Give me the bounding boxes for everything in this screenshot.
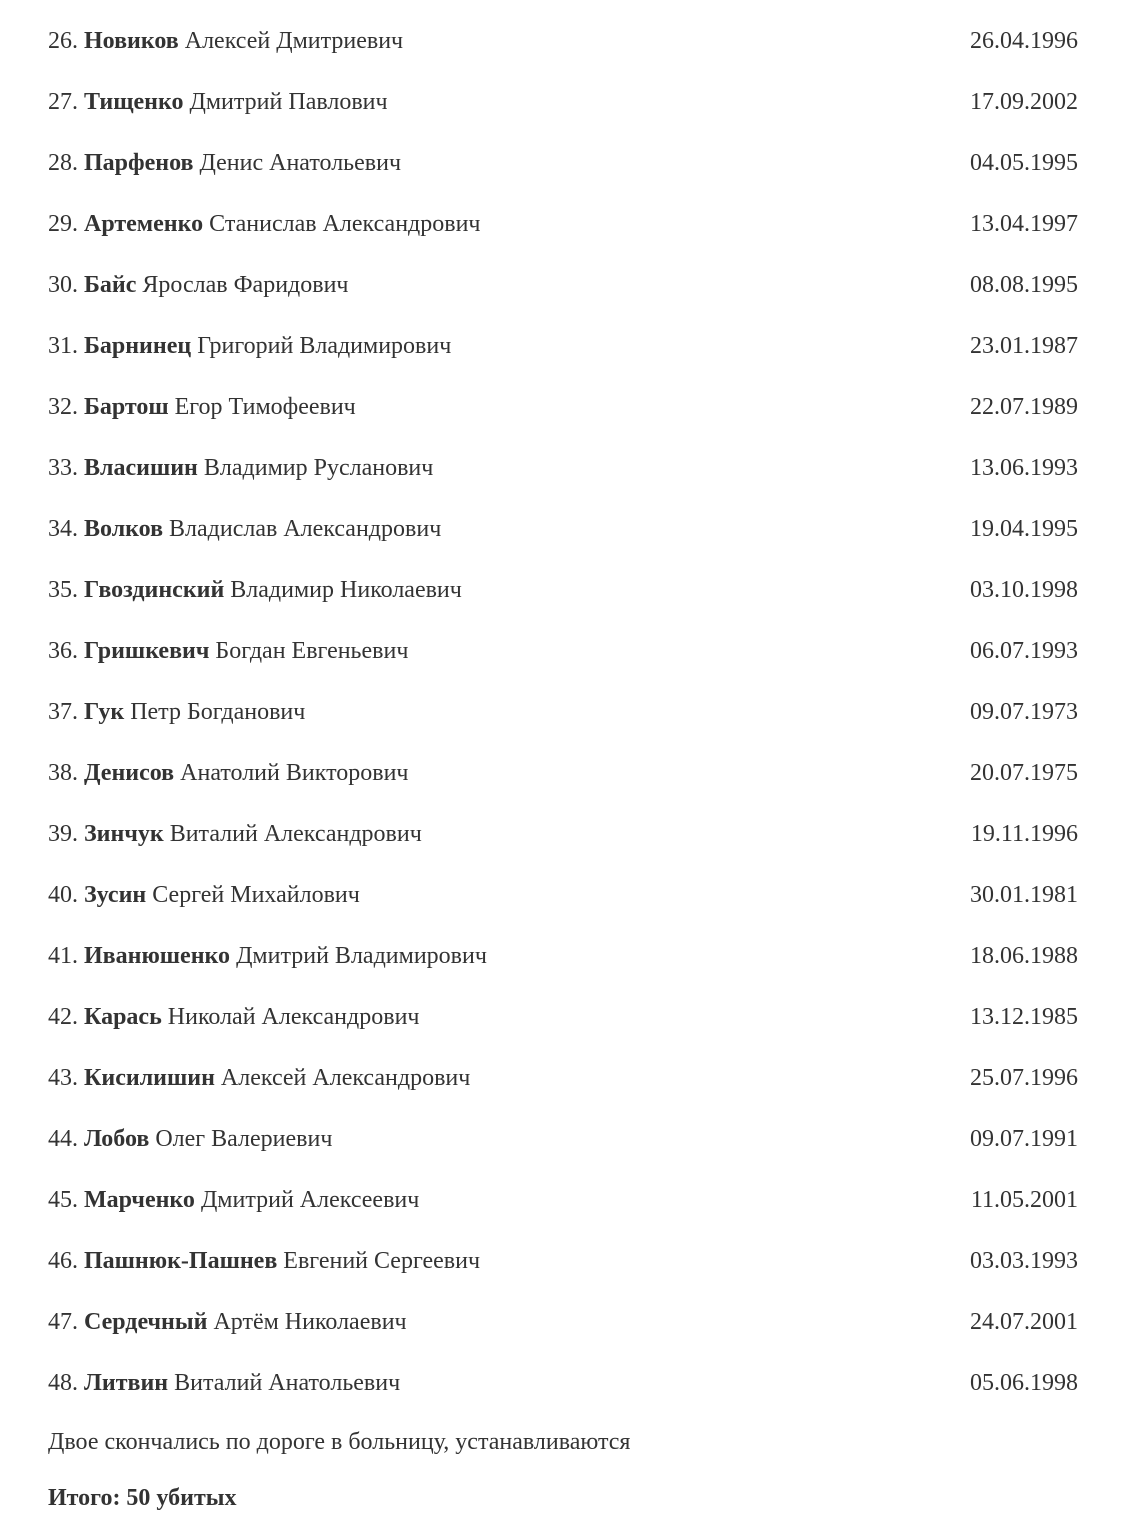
entry-surname: Сердечный [84,1309,208,1336]
entry-name [48,27,946,56]
entry-name [48,88,946,117]
entry-birth-date: 08.08.1995 [970,272,1078,299]
list-entry [48,72,1078,133]
list-entry [48,804,1078,865]
list-entry [48,1353,1078,1414]
entry-surname: Парфенов [84,150,194,177]
entry-birth-date: 25.07.1996 [970,1065,1078,1092]
list-entry [48,743,1078,804]
entry-given-names: Сергей Михайлович [146,882,360,909]
entry-given-names: Дмитрий Алексеевич [194,1187,420,1214]
entry-surname: Волков [84,516,164,543]
entry-birth-date: 04.05.1995 [970,150,1078,177]
entry-given-names: Николай Александрович [161,1004,420,1031]
entry-birth-date: 11.05.2001 [970,1187,1078,1214]
entry-birth-date: 24.07.2001 [970,1309,1078,1336]
entry-birth-date: 18.06.1988 [970,943,1078,970]
entry-given-names: Алексей Дмитриевич [178,28,404,55]
entry-surname: Зусин [84,882,147,909]
entry-birth-date: 30.01.1981 [970,882,1078,909]
entry-given-names: Станислав Александрович [203,211,481,238]
entry-surname: Иванюшенко [84,943,231,970]
entry-number: 46. [48,1248,84,1275]
entry-number: 35. [48,577,84,604]
entry-given-names: Владислав Александрович [163,516,442,543]
list-entry [48,1170,1078,1231]
entry-number: 34. [48,516,84,543]
entry-given-names: Дмитрий Павлович [183,89,388,116]
entry-number: 27. [48,89,84,116]
list-entry [48,926,1078,987]
entry-name [48,1125,946,1154]
entry-surname: Гук [84,699,125,726]
entry-given-names: Евгений Сергеевич [277,1248,481,1275]
entry-number: 31. [48,333,84,360]
entry-name [48,271,946,300]
list-entry [48,194,1078,255]
entry-name [48,1064,946,1093]
entry-number: 42. [48,1004,84,1031]
entry-birth-date: 19.04.1995 [970,516,1078,543]
entry-birth-date: 13.12.1985 [970,1004,1078,1031]
entry-name [48,1003,946,1032]
entry-number: 47. [48,1309,84,1336]
entry-birth-date: 09.07.1973 [970,699,1078,726]
list-entry [48,133,1078,194]
list-entry [48,499,1078,560]
entry-birth-date: 13.06.1993 [970,455,1078,482]
entry-number: 33. [48,455,84,482]
entry-name [48,332,946,361]
entry-surname: Карась [84,1004,162,1031]
entry-number: 43. [48,1065,84,1092]
entry-surname: Лобов [84,1126,150,1153]
entry-number: 36. [48,638,84,665]
entry-number: 48. [48,1370,84,1397]
entry-given-names: Егор Тимофеевич [168,394,356,421]
list-entry [48,316,1078,377]
entry-number: 41. [48,943,84,970]
entry-given-names: Григорий Владимирович [191,333,452,360]
entry-number: 32. [48,394,84,421]
entry-name [48,515,946,544]
entry-given-names: Дмитрий Владимирович [230,943,487,970]
entry-given-names: Виталий Александрович [163,821,422,848]
entry-name [48,820,947,849]
entry-birth-date: 22.07.1989 [970,394,1078,421]
entry-birth-date: 20.07.1975 [970,760,1078,787]
list-entry [48,377,1078,438]
entry-birth-date: 26.04.1996 [970,28,1078,55]
list-entry [48,1109,1078,1170]
entry-birth-date: 09.07.1991 [970,1126,1078,1153]
entry-number: 40. [48,882,84,909]
entry-given-names: Богдан Евгеньевич [209,638,409,665]
entry-name [48,942,946,971]
entry-given-names: Алексей Александрович [214,1065,471,1092]
entry-surname: Гришкевич [84,638,210,665]
list-entry [48,255,1078,316]
entry-name [48,698,946,727]
entry-name [48,1247,946,1276]
entry-surname: Пашнюк-Пашнев [84,1248,278,1275]
entry-name [48,637,946,666]
entry-number: 37. [48,699,84,726]
entry-number: 30. [48,272,84,299]
entry-given-names: Артём Николаевич [207,1309,407,1336]
entry-surname: Зинчук [84,821,164,848]
entry-number: 39. [48,821,84,848]
list-entry [48,682,1078,743]
entry-number: 26. [48,28,84,55]
list-entry [48,1231,1078,1292]
entry-surname: Тищенко [84,89,184,116]
entry-surname: Литвин [84,1370,169,1397]
list-entry [48,987,1078,1048]
entry-name [48,1308,946,1337]
entry-birth-date: 05.06.1998 [970,1370,1078,1397]
list-entry [48,1292,1078,1353]
entry-given-names: Ярослав Фаридович [136,272,349,299]
entries-list [48,11,1078,1414]
entry-number: 38. [48,760,84,787]
entry-name [48,210,946,239]
list-entry [48,438,1078,499]
entry-name [48,393,946,422]
entry-name [48,149,946,178]
entry-birth-date: 03.10.1998 [970,577,1078,604]
entry-birth-date: 13.04.1997 [970,211,1078,238]
entry-surname: Гвоздинский [84,577,225,604]
entry-given-names: Олег Валериевич [149,1126,333,1153]
entry-surname: Денисов [84,760,175,787]
entry-number: 29. [48,211,84,238]
entry-number: 44. [48,1126,84,1153]
entry-given-names: Владимир Николаевич [224,577,462,604]
entry-surname: Байс [84,272,137,299]
list-entry [48,560,1078,621]
entry-birth-date: 23.01.1987 [970,333,1078,360]
entry-given-names: Денис Анатольевич [193,150,402,177]
entry-name [48,1186,947,1215]
entry-surname: Артеменко [84,211,204,238]
entry-birth-date: 17.09.2002 [970,89,1078,116]
entry-birth-date: 19.11.1996 [970,821,1078,848]
list-entry [48,11,1078,72]
entry-number: 45. [48,1187,84,1214]
entry-name [48,1369,946,1398]
entry-name [48,576,946,605]
entry-surname: Кисилишин [84,1065,215,1092]
entry-given-names: Петр Богданович [124,699,306,726]
entry-birth-date: 06.07.1993 [970,638,1078,665]
entry-name [48,759,946,788]
entry-surname: Новиков [84,28,179,55]
total-line: Итого: 50 убитых [48,1484,237,1511]
entry-surname: Бартош [84,394,169,421]
entry-name [48,881,946,910]
entry-surname: Барнинец [84,333,192,360]
entry-surname: Власишин [84,455,198,482]
entry-surname: Марченко [84,1187,195,1214]
list-entry [48,1048,1078,1109]
list-entry [48,621,1078,682]
entry-name [48,454,946,483]
entry-given-names: Виталий Анатольевич [168,1370,401,1397]
entry-given-names: Владимир Русланович [197,455,434,482]
entry-birth-date: 03.03.1993 [970,1248,1078,1275]
note-line: Двое скончались по дороге в больницу, устанавливаются [48,1428,631,1455]
entry-number: 28. [48,150,84,177]
list-entry [48,865,1078,926]
entry-given-names: Анатолий Викторович [174,760,409,787]
